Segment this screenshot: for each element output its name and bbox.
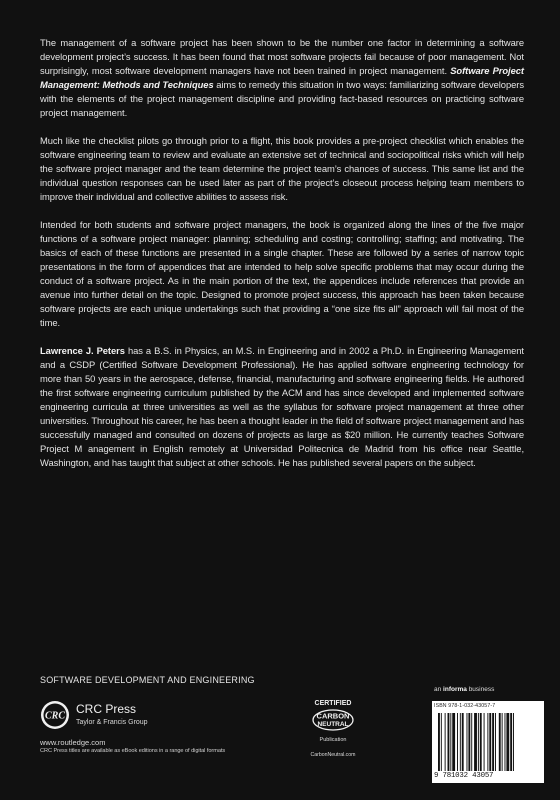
informa-brand: informa [443, 686, 467, 693]
carbon-neutral-badge [305, 695, 361, 756]
description-paragraph-2: Much like the checklist pilots go through prior to a flight, this book provides a pre-project checklist which enables the software engineering team to review and evaluate an extensive set of technical and sociopolitical risks which will help the software project manager and the team determine the project team’s chances of success. This same list and the individual question responses can be used later as part of the project’s closeout process helping team members to improve their individual and collective abilities to assess risk. [40, 135, 524, 202]
paragraph-text: The management of a software project has been shown to be the number one factor in determining a software development project’s success. It has been found that most software projects fail because of poor management. Not surprisingly, most software development managers have not been trained in project management. [40, 37, 524, 76]
barcode-bar [460, 713, 461, 771]
barcode-bar [487, 713, 488, 771]
publisher-group: Taylor & Francis Group [76, 719, 148, 726]
barcode-bar [513, 713, 514, 771]
publisher-website[interactable]: www.routledge.com [40, 738, 106, 747]
barcode-bar [445, 713, 446, 771]
barcode-bar [457, 713, 458, 771]
ebook-note: CRC Press titles are available as eBook editions in a range of digital formats [40, 748, 226, 754]
barcode-bar [502, 713, 503, 771]
barcode-bar [471, 713, 472, 771]
isbn-barcode [432, 701, 544, 783]
crc-logo-text: CRC [44, 710, 66, 722]
crc-press-logo [40, 700, 70, 730]
description-paragraph-3: Intended for both students and software project managers, the book is organized along the lines of the five major functions of a software project manager: planning; scheduling and costing; controlling; staffing; and motivating. The basics of each of these functions are presented in a single chapter. These are followed by a series of narrow topic presentations in the form of appendices that are intended to help solve specific problems that may occur during the conduct of a software project. As in the main portion of the text, the appendices include references that provide an avenue into further detail on the topic. Designed to promote project success, this approach has been taken because software projects are each unique undertakings such that providing a “one size fits all” approach will fail most of the time. [40, 219, 524, 328]
barcode-bar [450, 713, 451, 771]
informa-suffix: business [466, 686, 495, 693]
isbn-label: ISBN 978-1-032-43057-7 [434, 703, 496, 709]
barcode-bar [492, 713, 494, 771]
carbon-publication-text: Publication [319, 737, 347, 743]
author-bio-paragraph [40, 344, 524, 470]
barcode-bar [438, 713, 440, 771]
series-name: SOFTWARE DEVELOPMENT AND ENGINEERING [40, 675, 255, 685]
author-name: Lawrence J. Peters [40, 345, 125, 356]
barcode-bar [489, 713, 491, 771]
barcode-bar [505, 713, 506, 771]
barcode-bar [467, 713, 468, 771]
barcode-bar [484, 713, 485, 771]
carbon-main-text: CARBON [316, 711, 350, 721]
barcode-bar [448, 713, 450, 771]
paragraph-text: aims to remedy this situation in two ways: familiarizing software developers with the elements of the project management discipline and providing fact-based resources on practicing software project management. [40, 79, 524, 118]
barcode-bar [441, 713, 442, 771]
back-cover-text [40, 36, 524, 484]
carbon-neutral-logo [305, 695, 361, 751]
barcode-bar [478, 713, 479, 771]
barcode-bar [506, 713, 509, 771]
barcode-bar [480, 713, 482, 771]
publisher-name: CRC Press [76, 702, 137, 716]
barcode-bar [468, 713, 470, 771]
carbon-neutral-url: CarbonNeutral.com [310, 752, 356, 758]
barcode-bar [474, 713, 477, 771]
carbon-certified-text: CERTIFIED [314, 700, 352, 707]
carbon-neutral-text: NEUTRAL [317, 721, 349, 728]
author-bio-text: has a B.S. in Physics, an M.S. in Engineering and in 2002 a Ph.D. in Engineering Management and a CSDP (Certified Software Development Professional). He has applied software engineering technology for more than 50 years in the aerospace, defense, financial, manufacturing and software engineering fields. He authored the first software engineering curriculum published by the ACM and has since developed and implemented software engineering curricula at three universities as well as the syllabus for software project management at three other universities. Throughout his career, he has been a thought leader in the field of software project management and has successfully managed and consulted on dozens of projects as large as $20 million. He currently teaches Software Project M anagement in English remotely at Universidad Politecnica de Madrid from his office near Seattle, Washington, and has taught that subject at other schools. He has published several papers on the subject. [40, 345, 524, 468]
informa-prefix: an [434, 686, 444, 693]
book-title-inline: Software Project Management: Methods and Techniques [40, 65, 524, 90]
barcode-bar [462, 713, 464, 771]
barcode-bar [495, 713, 496, 771]
barcode-bars [438, 713, 538, 771]
barcode-digits: 9 781032 43057 [434, 772, 494, 780]
informa-business-label [434, 686, 494, 693]
barcode-bar [510, 713, 512, 771]
barcode-bar [452, 713, 455, 771]
description-paragraph-1 [40, 36, 524, 120]
barcode-bar [499, 713, 501, 771]
